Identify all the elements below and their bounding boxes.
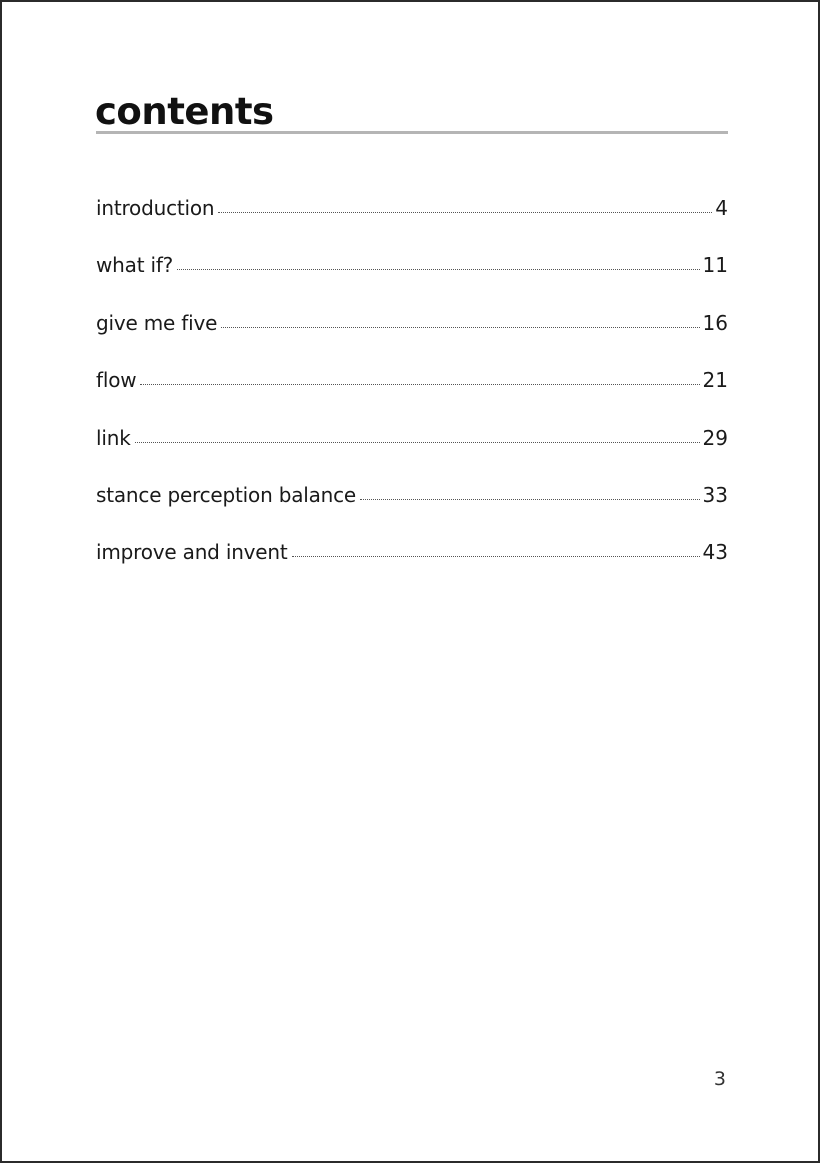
dot-leader: [292, 556, 700, 557]
toc-entry-title: flow: [96, 368, 137, 393]
dot-leader: [135, 442, 700, 443]
toc-entry-link[interactable]: [96, 423, 728, 480]
toc-entry-flow[interactable]: [96, 365, 728, 422]
toc-entry-title: give me five: [96, 310, 218, 335]
toc-entry-title: what if?: [96, 253, 174, 278]
toc-entry-title: stance perception balance: [96, 482, 357, 507]
toc-entry-title: introduction: [96, 196, 215, 220]
toc-entry-introduction[interactable]: [96, 193, 728, 250]
toc-entry-page-number: 21: [702, 368, 728, 393]
toc-entry-page-number: 11: [702, 253, 728, 278]
dot-leader: [140, 384, 699, 385]
title-underline: [96, 131, 728, 134]
toc-entry-page-number: 16: [702, 310, 728, 335]
toc-entry-page-number: 4: [715, 196, 728, 220]
toc-entry-title: link: [96, 425, 131, 450]
dot-leader: [221, 327, 699, 328]
toc-entry-page-number: 43: [702, 540, 728, 565]
toc-entry-title: improve and invent: [96, 540, 288, 565]
page-title: contents: [95, 90, 274, 133]
dot-leader: [218, 212, 712, 213]
toc-entry-improve-and-invent[interactable]: [96, 537, 728, 594]
dot-leader: [360, 499, 700, 500]
dot-leader: [177, 269, 699, 270]
table-of-contents: [96, 193, 728, 595]
toc-entry-page-number: 33: [702, 482, 728, 507]
page-number: 3: [713, 1068, 726, 1090]
toc-entry-what-if[interactable]: [96, 250, 728, 307]
toc-entry-page-number: 29: [702, 425, 728, 450]
toc-entry-stance-perception-balance[interactable]: [96, 480, 728, 537]
toc-entry-give-me-five[interactable]: [96, 308, 728, 365]
